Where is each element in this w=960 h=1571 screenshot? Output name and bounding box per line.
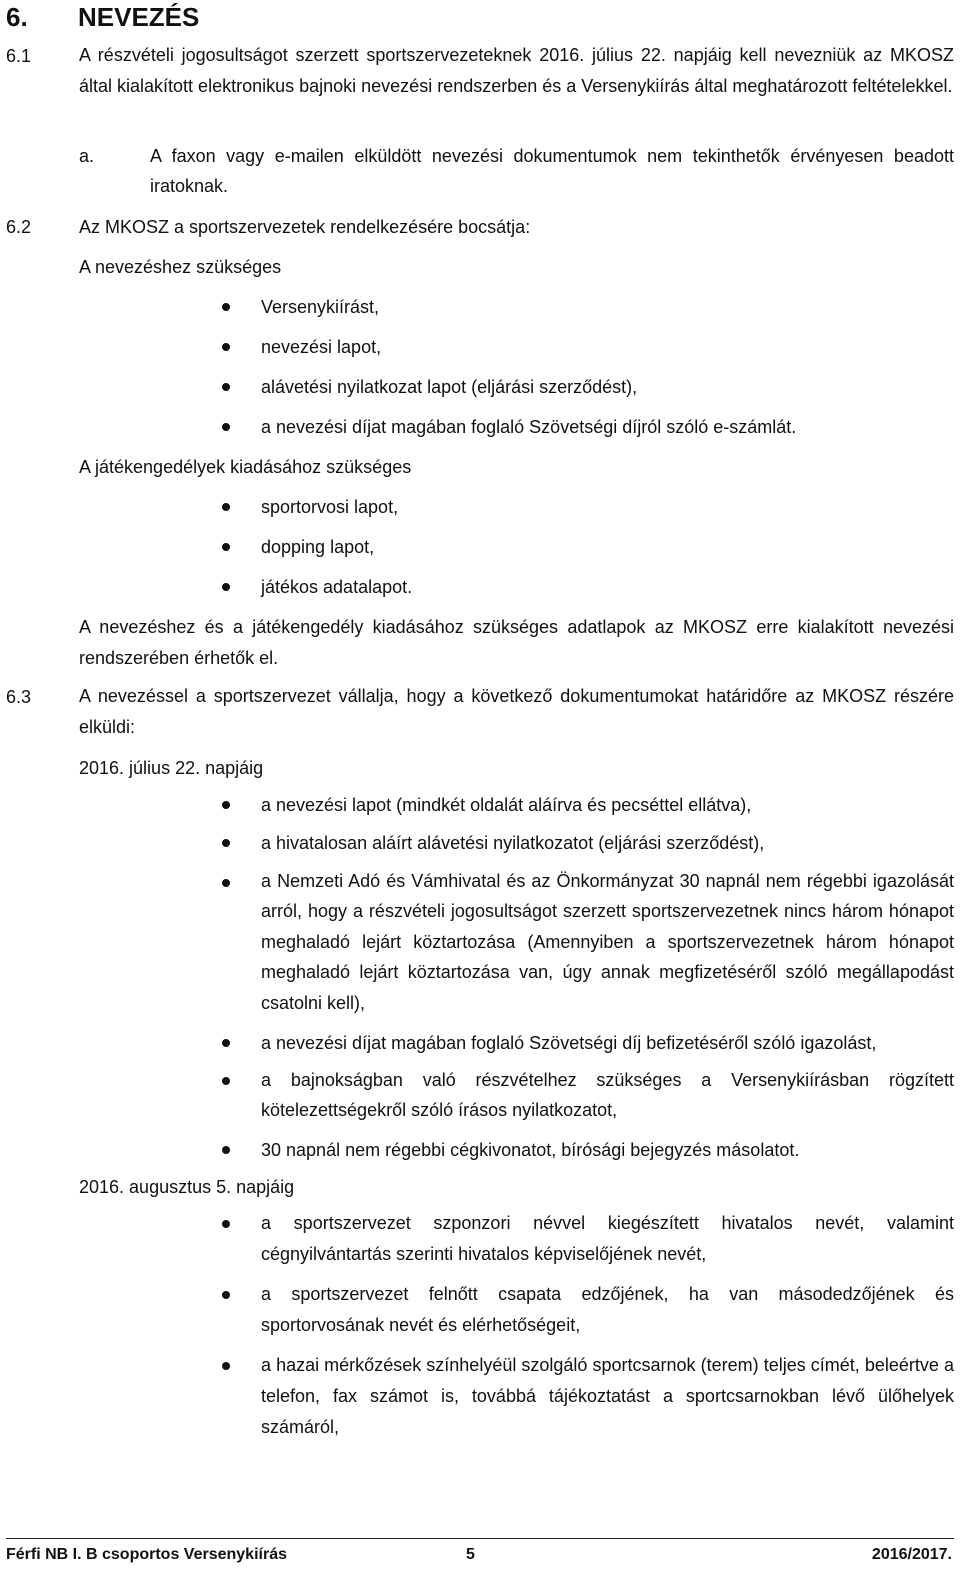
bullet-icon bbox=[222, 1362, 230, 1370]
bullet-icon bbox=[222, 423, 230, 431]
list-item: a Nemzeti Adó és Vámhivatal és az Önkormányzat 30 napnál nem régebbi igazolását arról, hogy a részvételi jogosultságot szerzett sportszervezetnek nincs három hónapot meghaladó lejárt köztartozása (Amennyiben a sportszervezetnek három hónapot meghaladó lejárt köztartozása van, úgy annak megfizetéséről szóló megállapodást csatolni kell), bbox=[261, 871, 954, 1013]
section-title: NEVEZÉS bbox=[78, 2, 200, 32]
bullet-icon bbox=[222, 543, 230, 551]
list-item: a bajnokságban való részvételhez szükséges a Versenykiírásban rögzített kötelezettségekről szóló írásos nyilatkozatot, bbox=[261, 1070, 954, 1120]
s61-number: 6.1 bbox=[6, 46, 32, 66]
list-item: játékos adatalapot. bbox=[261, 577, 413, 597]
footer-season: 2016/2017. bbox=[871, 1546, 952, 1563]
list-item: Versenykiírást, bbox=[261, 297, 380, 317]
footer-page-number: 5 bbox=[466, 1546, 475, 1563]
bullet-icon bbox=[222, 1220, 230, 1228]
list-item: a nevezési díjat magában foglaló Szövetségi díjról szóló e-számlát. bbox=[261, 417, 797, 437]
bullet-icon bbox=[222, 1077, 230, 1085]
bullet-icon bbox=[222, 343, 230, 351]
bullet-icon bbox=[222, 1146, 230, 1154]
list-item: a hivatalosan aláírt alávetési nyilatkozatot (eljárási szerződést), bbox=[261, 833, 765, 853]
bullet-icon bbox=[222, 583, 230, 591]
bullet-icon bbox=[222, 839, 230, 847]
list-item: a sportszervezet felnőtt csapata edzőjének, ha van másodedzőjének és sportorvosának nevét és elérhetőségeit, bbox=[261, 1284, 954, 1335]
bullet-icon bbox=[222, 303, 230, 311]
footer-document-title: Férfi NB I. B csoportos Versenykiírás bbox=[6, 1546, 287, 1563]
list-item: nevezési lapot, bbox=[261, 337, 382, 357]
bullet-icon bbox=[222, 1291, 230, 1299]
s62-intro: Az MKOSZ a sportszervezetek rendelkezésére bocsátja: bbox=[79, 217, 531, 237]
s61-sub-a-text: A faxon vagy e-mailen elküldött nevezési dokumentumok nem tekinthetők érvényesen beadott iratoknak. bbox=[150, 146, 954, 196]
section-number: 6. bbox=[6, 2, 28, 32]
list-item: 30 napnál nem régebbi cégkivonatot, bírósági bejegyzés másolatot. bbox=[261, 1140, 800, 1160]
s61-text: A részvételi jogosultságot szerzett sportszervezeteknek 2016. július 22. napjáig kell nevezniük az MKOSZ által kialakított elektronikus bajnoki nevezési rendszerben és a Versenykiírás által meghatározott feltételekkel. bbox=[79, 45, 954, 96]
s62-number: 6.2 bbox=[6, 217, 32, 237]
s61-sub-a-label: a. bbox=[79, 146, 95, 166]
s62-group1-label: A nevezéshez szükséges bbox=[79, 257, 282, 277]
bullet-icon bbox=[222, 383, 230, 391]
list-item: alávetési nyilatkozat lapot (eljárási szerződést), bbox=[261, 377, 638, 397]
s63-deadline-1: 2016. július 22. napjáig bbox=[79, 758, 264, 778]
s63-deadline-2: 2016. augusztus 5. napjáig bbox=[79, 1177, 295, 1197]
bullet-icon bbox=[222, 879, 230, 887]
list-item: a nevezési lapot (mindkét oldalát aláírva és pecséttel ellátva), bbox=[261, 795, 752, 815]
s62-group2-label: A játékengedélyek kiadásához szükséges bbox=[79, 457, 412, 477]
list-item: a hazai mérkőzések színhelyéül szolgáló sportcsarnok (terem) teljes címét, beleértve a telefon, fax számot is, továbbá tájékoztatást a sportcsarnokban lévő ülőhelyek számáról, bbox=[261, 1355, 954, 1437]
bullet-icon bbox=[222, 1039, 230, 1047]
section-heading bbox=[6, 2, 199, 33]
s63-number: 6.3 bbox=[6, 687, 32, 707]
bullet-icon bbox=[222, 801, 230, 809]
s63-intro: A nevezéssel a sportszervezet vállalja, hogy a következő dokumentumokat határidőre az MKOSZ részére elküldi: bbox=[79, 686, 954, 737]
list-item: a nevezési díjat magában foglaló Szövetségi díj befizetéséről szóló igazolást, bbox=[261, 1033, 877, 1053]
bullet-icon bbox=[222, 503, 230, 511]
footer-divider bbox=[6, 1538, 954, 1539]
list-item: dopping lapot, bbox=[261, 537, 375, 557]
list-item: a sportszervezet szponzori névvel kiegészített hivatalos nevét, valamint cégnyilvántartás szerinti hivatalos képviselőjének nevét, bbox=[261, 1213, 954, 1264]
list-item: sportorvosi lapot, bbox=[261, 497, 399, 517]
s62-closing: A nevezéshez és a játékengedély kiadásához szükséges adatlapok az MKOSZ erre kialakított nevezési rendszerében érhetők el. bbox=[79, 617, 954, 668]
